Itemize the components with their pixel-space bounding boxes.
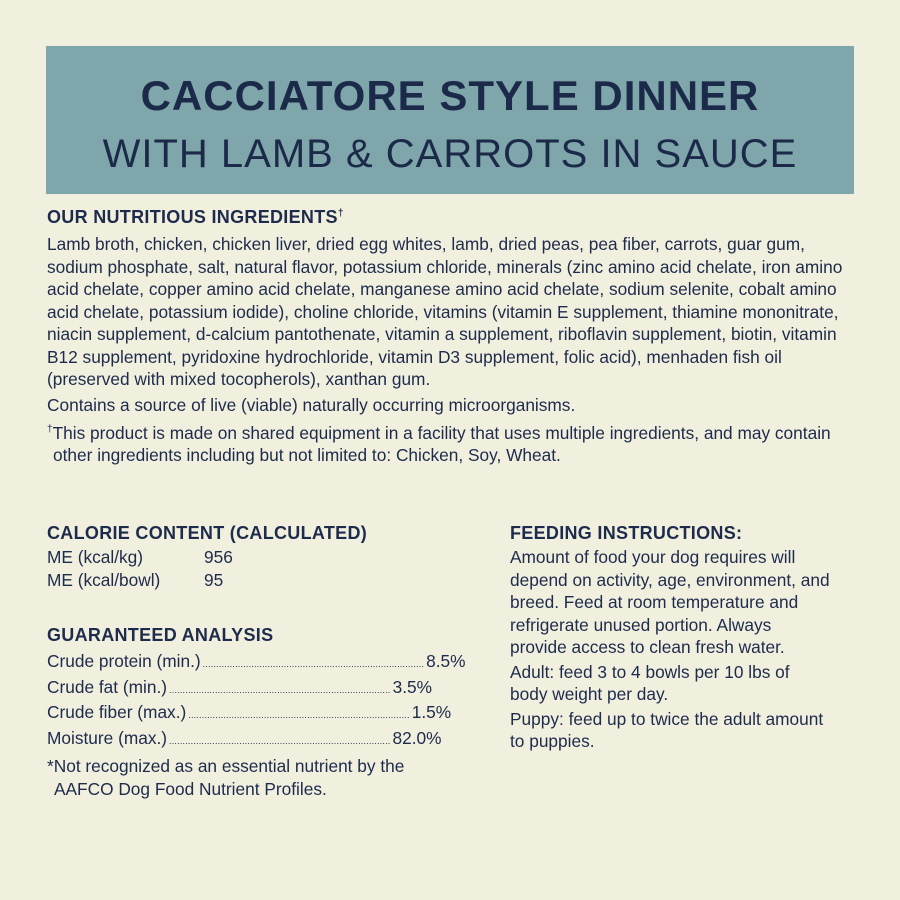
leader-dots: .................................................................................. xyxy=(169,684,391,695)
calorie-row xyxy=(47,569,447,592)
analysis-label: Crude fat (min.) xyxy=(47,676,168,697)
ingredients-list: Lamb broth, chicken, chicken liver, dried egg whites, lamb, dried peas, pea fiber, carrots, guar gum, sodium phosphate, salt, natural flavor, potassium chloride, minerals (zinc amino acid chelate, iron amino acid chelate, copper amino acid chelate, manganese amino acid chelate, sodium selenite, cobalt amino acid chelate, potassium iodide), choline chloride, vitamins (vitamin E supplement, thiamine mononitrate, niacin supplement, d-calcium pantothenate, vitamin a supplement, riboflavin supplement, biotin, vitamin B12 supplement, pyridoxine hydrochloride, vitamin D3 supplement, folic acid), menhaden fish oil (preserved with mixed tocopherols), xanthan gum. xyxy=(47,234,843,389)
calorie-label: ME (kcal/kg) xyxy=(47,547,144,567)
ingredients-heading-text: OUR NUTRITIOUS INGREDIENTS xyxy=(47,207,338,227)
analysis-label: Moisture (max.) xyxy=(47,727,168,748)
shared-equipment-note-mark: † xyxy=(47,424,53,435)
analysis-value: 82.0% xyxy=(392,727,442,748)
analysis-heading: GUARANTEED ANALYSIS xyxy=(47,625,274,645)
ingredients-heading xyxy=(47,207,857,228)
guaranteed-analysis-section xyxy=(47,625,466,817)
title-banner xyxy=(46,46,854,194)
analysis-label: Crude fiber (max.) xyxy=(47,702,187,722)
feeding-paragraph-adult: Adult: feed 3 to 4 bowls per 10 lbs of body weight per day. xyxy=(510,661,790,704)
product-title: CACCIATORE STYLE DINNER xyxy=(140,72,760,119)
microorganisms-statement: Contains a source of live (viable) naturally occurring microorganisms. xyxy=(47,394,576,415)
calorie-row xyxy=(47,546,447,569)
product-subtitle: WITH LAMB & CARROTS IN SAUCE xyxy=(102,132,798,176)
calorie-section xyxy=(47,523,447,592)
leader-dots: .................................................................................. xyxy=(202,659,425,669)
feeding-heading: FEEDING INSTRUCTIONS: xyxy=(510,523,743,543)
feeding-paragraph-puppy: Puppy: feed up to twice the adult amount to puppies. xyxy=(510,708,824,751)
calorie-heading: CALORIE CONTENT (CALCULATED) xyxy=(47,523,368,543)
analysis-value: 8.5% xyxy=(426,651,466,671)
aafco-note: *Not recognized as an essential nutrient by the AAFCO Dog Food Nutrient Profiles. xyxy=(47,756,405,799)
leader-dots: .................................................................................. xyxy=(169,735,391,746)
feeding-section xyxy=(510,523,830,753)
calorie-label: ME (kcal/bowl) xyxy=(47,570,161,590)
shared-equipment-note-text: This product is made on shared equipment in a facility that uses multiple ingredients, and may contain other ingredients including but not limited to: Chicken, Soy, Wheat. xyxy=(52,422,831,466)
ingredients-section xyxy=(47,207,857,467)
feeding-paragraph-general: Amount of food your dog requires will depend on activity, age, environment, and breed. Feed at room temperature and refrigerate unused portion. Always provide access to clean fresh water. xyxy=(510,547,830,657)
ingredients-heading-mark: † xyxy=(337,208,344,219)
analysis-row xyxy=(47,676,432,702)
analysis-value: 3.5% xyxy=(392,676,432,697)
analysis-value: 1.5% xyxy=(411,702,452,722)
leader-dots: .................................................................................. xyxy=(188,710,410,720)
analysis-label: Crude protein (min.) xyxy=(47,651,201,671)
analysis-row xyxy=(47,701,452,727)
analysis-row xyxy=(47,727,442,753)
calorie-value: 95 xyxy=(204,570,224,590)
calorie-value: 956 xyxy=(204,547,233,567)
analysis-row xyxy=(47,650,466,676)
shared-equipment-note xyxy=(47,419,857,467)
